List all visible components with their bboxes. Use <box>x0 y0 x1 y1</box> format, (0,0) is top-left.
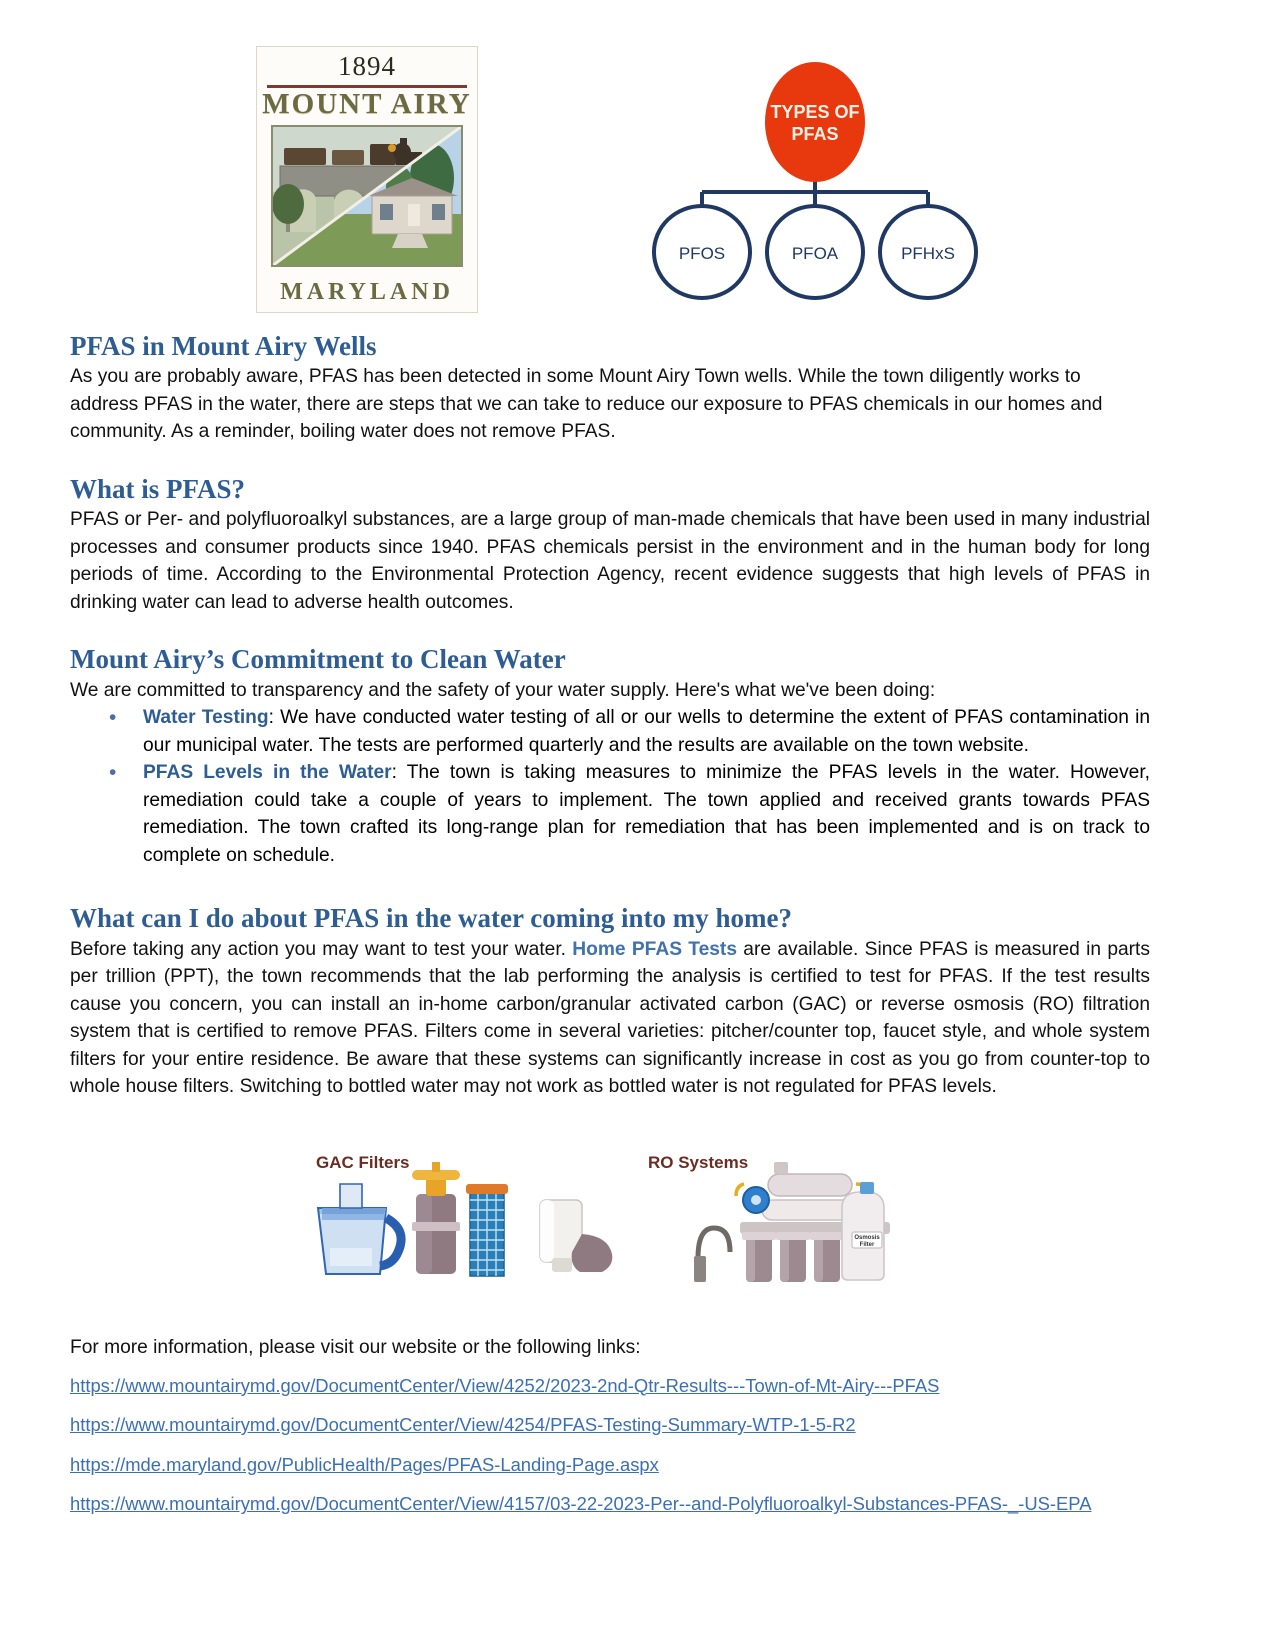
resource-link-2023-2nd-qtr-results[interactable]: https://www.mountairymd.gov/DocumentCenter/View/4252/2023-2nd-Qtr-Results---Town-of-Mt-Airy---PFAS <box>70 1374 940 1396</box>
logo-year: 1894 <box>338 51 396 81</box>
spacer <box>70 869 1150 903</box>
logo-illustration <box>271 125 463 267</box>
bullet-label-water-testing: Water Testing <box>143 707 269 729</box>
resource-link-pfas-testing-summary[interactable]: https://www.mountairymd.gov/DocumentCenter/View/4254/PFAS-Testing-Summary-WTP-1-5-R2 <box>70 1414 856 1436</box>
section-heading-commitment-to-clean-water: Mount Airy’s Commitment to Clean Water <box>70 644 566 675</box>
paragraph-text-after-link: are available. Since PFAS is measured in parts per trillion (PPT), the town recommends that the lab performing the analysis is certified to test for PFAS. If the test results cause you concern, you can install an in-home carbon/granular activated carbon (GAC) or reverse osmosis (RO) filtration system that is certified to remove PFAS. Filters come in several varieties: pitcher/counter top, faucet style, and whole system filters for your entire residence. Be aware that these systems can significantly increase in cost as you go from counter-top to whole house filters. Switching to bottled water may not work as bottled water is not regulated for PFAS levels. <box>70 938 1150 1098</box>
ro-tank-label-line1: Osmosis <box>854 1235 880 1241</box>
list-item <box>143 759 1150 869</box>
diagram-root-node <box>765 62 865 182</box>
diagram-root-label-line2: PFAS <box>791 124 839 144</box>
water-filter-products-figure <box>300 1148 920 1288</box>
filter-illustrations-svg <box>300 1148 920 1288</box>
logo-illustration-svg <box>272 126 462 266</box>
diagram-node-label-pfhxs: PFHxS <box>901 244 955 263</box>
types-of-pfas-svg <box>645 50 985 300</box>
bullet-label-pfas-levels-in-the-water: PFAS Levels in the Water <box>143 762 392 784</box>
resource-link-us-epa-pfas[interactable]: https://www.mountairymd.gov/DocumentCenter/View/4157/03-22-2023-Per--and-Polyfluoroalkyl-Substances-PFAS-_-US-EPA <box>70 1493 1092 1515</box>
logo-town-name: MOUNT AIRY <box>262 88 472 120</box>
more-information-links-block <box>70 1334 1180 1532</box>
resource-link-mde-pfas-landing-page[interactable]: https://mde.maryland.gov/PublicHealth/Pages/PFAS-Landing-Page.aspx <box>70 1453 659 1475</box>
mount-airy-logo <box>256 46 478 313</box>
diagram-node-label-pfos: PFOS <box>678 244 726 263</box>
document-body <box>70 331 1150 1101</box>
spacer <box>70 616 1150 644</box>
gac-housing-icon <box>412 1162 460 1274</box>
figure-label-gac-filters: GAC Filters <box>316 1153 410 1172</box>
ro-system-icon <box>694 1162 890 1282</box>
section-paragraph-what-is-pfas: PFAS or Per- and polyfluoroalkyl substances, are a large group of man-made chemicals that have been used in many industrial processes and consumer products since 1940. PFAS chemicals persist in the environment and in the human body for long periods of time. According to the Environmental Protection Agency, recent evidence suggests that high levels of PFAS in drinking water can lead to adverse health outcomes. <box>70 509 1150 613</box>
diagram-node-label-pfoa: PFOA <box>791 244 839 263</box>
figure-label-ro-systems: RO Systems <box>648 1153 749 1172</box>
bullet-text-pfas-levels-in-the-water: : The town is taking measures to minimize the PFAS levels in the water. However, remediation could take a couple of years to implement. The town applied and received grants towards PFAS remediation. The town crafted its long-range plan for remediation that has been implemented and is on track to complete on schedule. <box>143 762 1150 866</box>
bullet-text-water-testing: : We have conducted water testing of all or our wells to determine the extent of PFAS contamination in our municipal water. The tests are performed quarterly and the results are available on the town website. <box>143 707 1151 756</box>
links-intro-text: For more information, please visit our website or the following links: <box>70 1337 641 1358</box>
paragraph-text-before-link: Before taking any action you may want to test your water. <box>70 938 573 960</box>
section-heading-what-is-pfas: What is PFAS? <box>70 473 246 504</box>
list-item <box>143 704 1150 759</box>
gac-cartridge-icon <box>466 1184 508 1276</box>
types-of-pfas-diagram <box>645 50 985 300</box>
spacer <box>70 446 1150 474</box>
section-heading-pfas-in-mount-airy-wells: PFAS in Mount Airy Wells <box>70 331 377 361</box>
ro-tank-label-line2: Filter <box>859 1242 875 1248</box>
section-paragraph-commitment-to-clean-water: We are committed to transparency and the safety of your water supply. Here's what we've been doing: <box>70 679 936 701</box>
section-paragraph-what-can-i-do-about-pfas <box>70 936 1150 1101</box>
logo-state-name: MARYLAND <box>280 279 454 305</box>
pitcher-filter-icon <box>318 1184 401 1274</box>
section-paragraph-pfas-in-mount-airy-wells: As you are probably aware, PFAS has been detected in some Mount Airy Town wells. While the town diligently works to address PFAS in the water, there are steps that we can take to reduce our exposure to PFAS chemicals in our homes and community. As a reminder, boiling water does not remove PFAS. <box>70 366 1103 443</box>
home-pfas-tests-link[interactable]: Home PFAS Tests <box>572 938 737 960</box>
section-heading-what-can-i-do-about-pfas: What can I do about PFAS in the water coming into my home? <box>70 903 793 934</box>
faucet-filter-icon <box>540 1200 612 1272</box>
diagram-root-label-line1: TYPES OF <box>770 102 860 122</box>
header-image-zone <box>0 0 1275 325</box>
commitment-bullet-list <box>70 704 1150 869</box>
